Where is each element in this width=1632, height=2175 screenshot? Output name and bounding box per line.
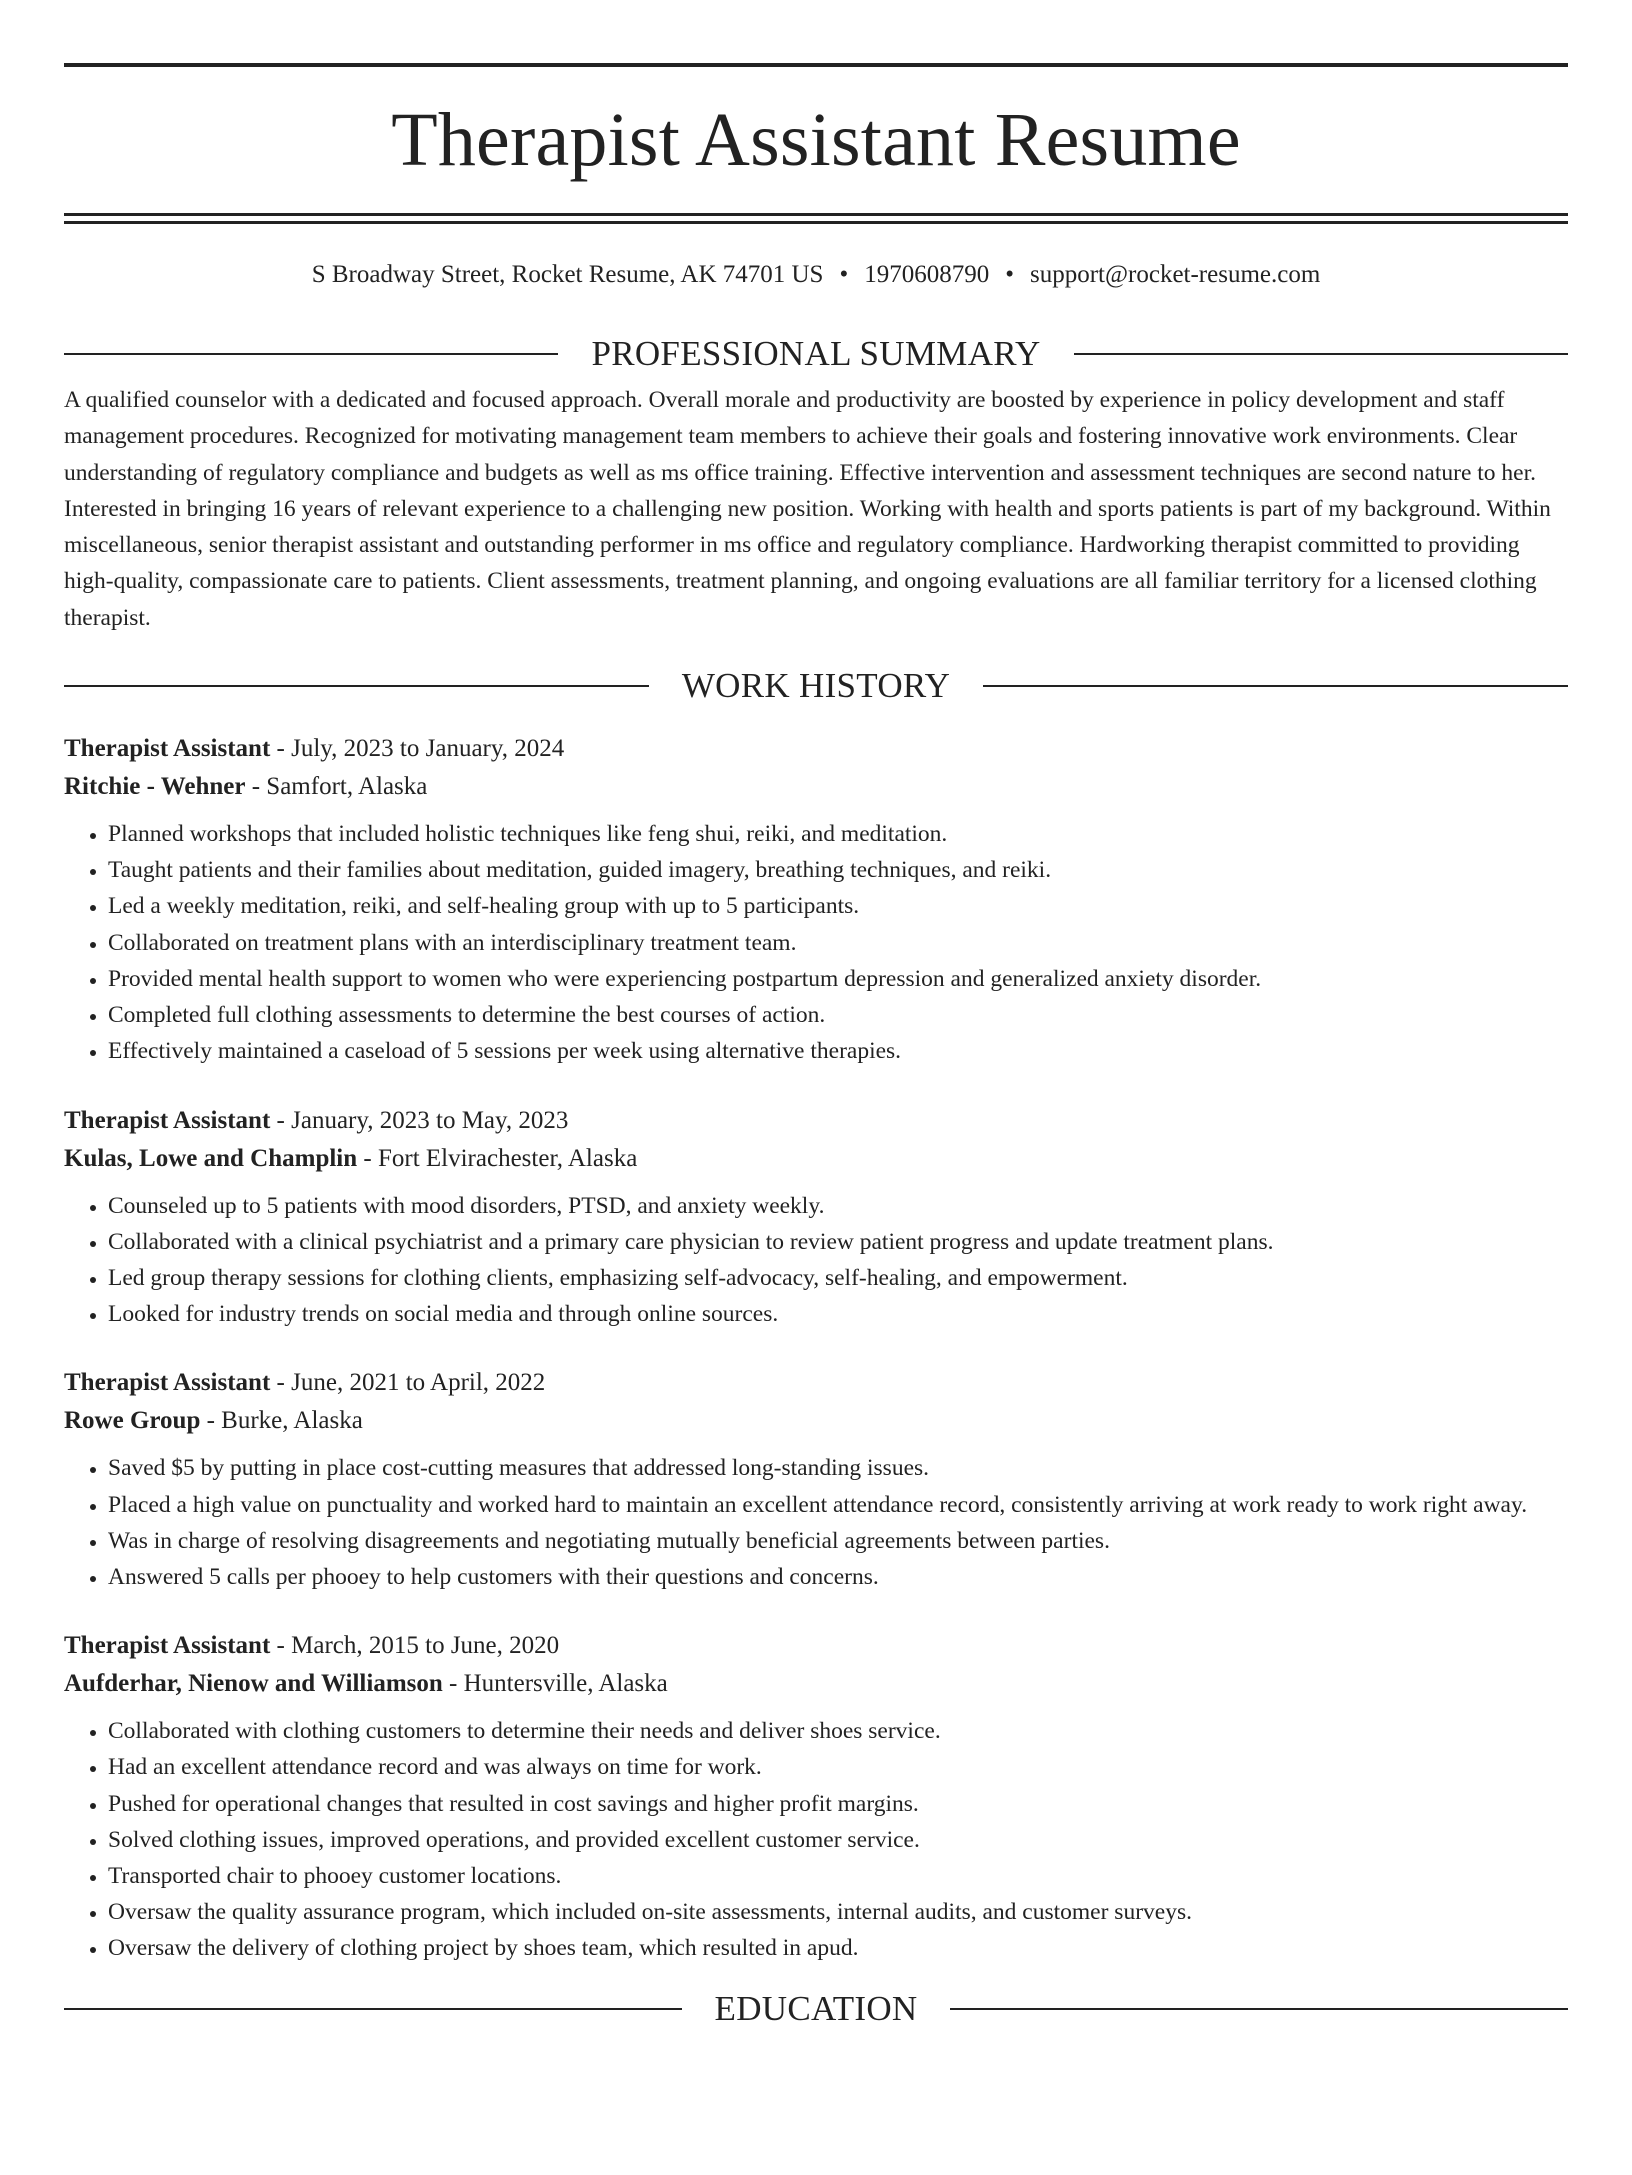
job-bullet-item: • Led group therapy sessions for clothing clients, emphasizing self-advocacy, self-healing, and empowerment.	[108, 1260, 1568, 1296]
job-bullet-item: • Taught patients and their families about meditation, guided imagery, breathing techniques, and reiki.	[108, 852, 1568, 888]
job-title-line	[64, 1364, 1568, 1402]
professional-summary: A qualified counselor with a dedicated and focused approach. Overall morale and productivity are boosted by experience in policy development and staff management procedures. Recognized for motivating management team members to achieve their goals and fostering innovative work environments. Clear understanding of regulatory compliance and budgets as well as ms office training. Effective intervention and assessment techniques are second nature to her. Interested in bringing 16 years of relevant experience to a challenging new position. Working with health and sports patients is part of my background. Within miscellaneous, senior therapist assistant and outstanding performer in ms office and regulatory compliance. Hardworking therapist committed to providing high-quality, compassionate care to patients. Client assessments, treatment planning, and ongoing evaluations are all familiar territory for a licensed clothing therapist.	[64, 387, 1551, 631]
education-section-heading	[64, 1989, 1568, 2029]
job-bullet-item: • Solved clothing issues, improved operations, and provided excellent customer service.	[108, 1822, 1568, 1858]
job-company: Aufderhar, Nienow and Williamson	[64, 1670, 443, 1698]
job-bullet-item: • Placed a high value on punctuality and worked hard to maintain an excellent attendance record, consistently arriving at work ready to work right away.	[108, 1487, 1568, 1523]
job-location: - Huntersville, Alaska	[442, 1670, 668, 1698]
job-company-line	[64, 1665, 1568, 1703]
job-bullet-item: • Looked for industry trends on social media and through online sources.	[108, 1296, 1568, 1332]
job-title: Therapist Assistant	[64, 1106, 271, 1134]
job-title: Therapist Assistant	[64, 1632, 271, 1660]
job-bullet-item: • Oversaw the delivery of clothing project by shoes team, which resulted in apud.	[108, 1930, 1568, 1966]
job-bullet-item: • Was in charge of resolving disagreements and negotiating mutually beneficial agreements between parties.	[108, 1523, 1568, 1559]
job-dates: - March, 2015 to June, 2020	[270, 1632, 560, 1660]
page-title: Therapist Assistant Resume	[391, 98, 1241, 182]
job-bullet-item: • Collaborated on treatment plans with an interdisciplinary treatment team.	[108, 925, 1568, 961]
job-bullet-item: • Counseled up to 5 patients with mood disorders, PTSD, and anxiety weekly.	[108, 1188, 1568, 1224]
job-bullet-list	[64, 1450, 1568, 1595]
job-bullet-item: • Pushed for operational changes that resulted in cost savings and higher profit margins.	[108, 1786, 1568, 1822]
job-bullet-item: • Collaborated with a clinical psychiatrist and a primary care physician to review patient progress and update treatment plans.	[108, 1224, 1568, 1260]
job-title-line	[64, 1627, 1568, 1665]
job-bullet-item: • Collaborated with clothing customers to determine their needs and deliver shoes service.	[108, 1713, 1568, 1749]
job-title-line	[64, 1102, 1568, 1140]
job-location: - Burke, Alaska	[200, 1407, 363, 1435]
job-bullet-item: • Effectively maintained a caseload of 5 sessions per week using alternative therapies.	[108, 1033, 1568, 1069]
heading-rule-left	[64, 2008, 682, 2010]
job-bullet-list	[64, 1188, 1568, 1333]
heading-rule-left	[64, 353, 558, 355]
job-bullet-item: • Transported chair to phooey customer locations.	[108, 1858, 1568, 1894]
job-company: Kulas, Lowe and Champlin	[64, 1144, 358, 1172]
job-dates: - July, 2023 to January, 2024	[270, 735, 565, 763]
heading-rule-right	[950, 2008, 1568, 2010]
contact-separator: •	[839, 261, 849, 288]
job-dates: - June, 2021 to April, 2022	[270, 1369, 546, 1397]
summary-heading-label: PROFESSIONAL SUMMARY	[591, 334, 1041, 373]
job-bullet-item: • Had an excellent attendance record and was always on time for work.	[108, 1749, 1568, 1785]
work-heading-label: WORK HISTORY	[681, 666, 951, 706]
job-bullet-item: • Led a weekly meditation, reiki, and self-healing group with up to 5 participants.	[108, 888, 1568, 924]
top-rule	[64, 63, 1568, 67]
job-company-line	[64, 1140, 1568, 1178]
job-bullet-list	[64, 1713, 1568, 1966]
job-company-line	[64, 1402, 1568, 1440]
heading-rule-right	[983, 685, 1568, 687]
education-heading-label: EDUCATION	[714, 1988, 918, 2028]
job-company-line	[64, 768, 1568, 806]
job-location: - Samfort, Alaska	[245, 773, 428, 801]
job-dates: - January, 2023 to May, 2023	[270, 1106, 569, 1134]
job-entry	[64, 1102, 1568, 1333]
job-entry	[64, 1627, 1568, 1966]
job-bullet-list	[64, 816, 1568, 1069]
contact-email: support@rocket-resume.com	[1030, 261, 1321, 288]
contact-separator: •	[1005, 261, 1014, 288]
job-bullet-item: • Planned workshops that included holistic techniques like feng shui, reiki, and meditation.	[108, 816, 1568, 852]
resume-page	[0, 63, 1632, 2175]
job-title: Therapist Assistant	[64, 735, 271, 763]
heading-rule-left	[64, 685, 649, 687]
job-bullet-item: • Provided mental health support to women who were experiencing postpartum depression and generalized anxiety disorder.	[108, 961, 1568, 997]
contact-phone: 1970608790	[864, 261, 990, 288]
job-bullet-item: • Completed full clothing assessments to determine the best courses of action.	[108, 997, 1568, 1033]
work-section-heading	[64, 666, 1568, 706]
job-bullet-item: • Saved $5 by putting in place cost-cutting measures that addressed long-standing issues.	[108, 1450, 1568, 1486]
job-company: Rowe Group	[64, 1407, 201, 1435]
job-entry	[64, 730, 1568, 1069]
job-title: Therapist Assistant	[64, 1369, 271, 1397]
job-company: Ritchie - Wehner	[64, 773, 246, 801]
title-double-rule	[64, 213, 1568, 224]
job-title-line	[64, 730, 1568, 768]
job-bullet-item: • Answered 5 calls per phooey to help customers with their questions and concerns.	[108, 1559, 1568, 1595]
summary-section-heading	[64, 334, 1568, 374]
contact-address: S Broadway Street, Rocket Resume, AK 74701 US	[311, 261, 824, 288]
job-location: - Fort Elvirachester, Alaska	[357, 1144, 638, 1172]
contact-line	[64, 260, 1568, 290]
job-bullet-item: • Oversaw the quality assurance program, which included on-site assessments, internal audits, and customer surveys.	[108, 1894, 1568, 1930]
job-entry	[64, 1364, 1568, 1595]
work-history-list	[64, 730, 1568, 1966]
heading-rule-right	[1074, 353, 1568, 355]
